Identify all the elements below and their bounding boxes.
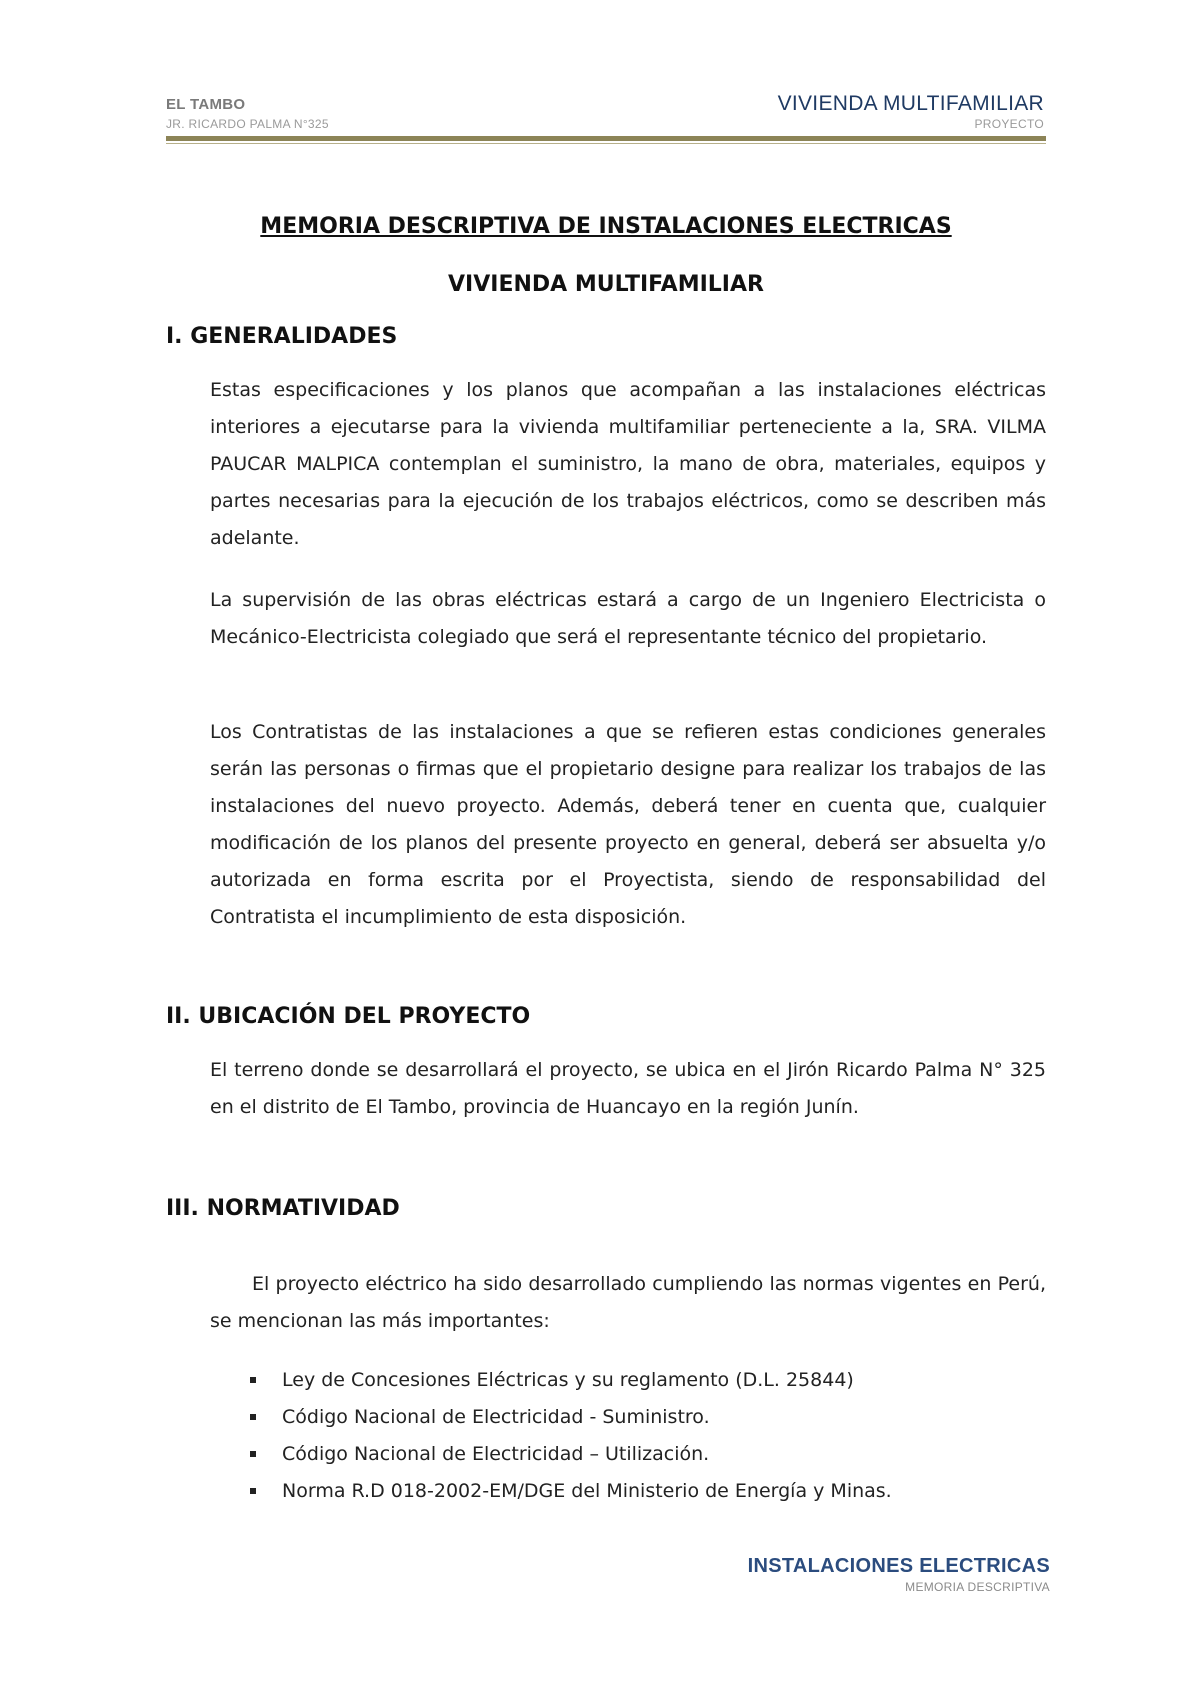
list-item (250, 1399, 892, 1436)
list-item (250, 1473, 892, 1510)
header-project-title: VIVIENDA MULTIFAMILIAR (777, 92, 1044, 115)
header-divider (166, 136, 1046, 141)
section-heading-generalidades: I. GENERALIDADES (166, 324, 398, 349)
paragraph-ubicacion: El terreno donde se desarrollará el proyecto, se ubica en el Jirón Ricardo Palma N° 325 en el distrito de El Tambo, provincia de Huancayo en la región Junín. (210, 1059, 1046, 1118)
header-project-label: PROYECTO (974, 117, 1044, 131)
section-heading-ubicacion: II. UBICACIÓN DEL PROYECTO (166, 1004, 531, 1029)
square-bullet-icon (250, 1414, 256, 1420)
list-item (250, 1436, 892, 1473)
paragraph-generalidades-3: Los Contratistas de las instalaciones a que se refieren estas condiciones generales serán las personas o firmas que el propietario designe para realizar los trabajos de las instalaciones del nuevo proyecto. Además, deberá tener en cuenta que, cualquier modificación de los planos del presente proyecto en general, deberá ser absuelta y/o autorizada en forma escrita por el Proyectista, siendo de responsabilidad del Contratista el incumplimiento de esta disposición. (210, 721, 1046, 928)
header-divider-thin (166, 143, 1046, 144)
header-location-title: EL TAMBO (166, 96, 246, 113)
normas-list (250, 1362, 892, 1510)
list-item-text: Norma R.D 018-2002-EM/DGE del Ministerio de Energía y Minas. (282, 1480, 892, 1502)
paragraph-normatividad: El proyecto eléctrico ha sido desarrollado cumpliendo las normas vigentes en Perú, se mencionan las más importantes: (210, 1273, 1046, 1332)
paragraph-generalidades-2: La supervisión de las obras eléctricas estará a cargo de un Ingeniero Electricista o Mecánico-Electricista colegiado que será el representante técnico del propietario. (210, 589, 1046, 648)
list-item-text: Ley de Concesiones Eléctricas y su reglamento (D.L. 25844) (282, 1369, 854, 1391)
square-bullet-icon (250, 1377, 256, 1383)
paragraph-generalidades-1: Estas especificaciones y los planos que acompañan a las instalaciones eléctricas interiores a ejecutarse para la vivienda multifamiliar perteneciente a la, SRA. VILMA PAUCAR MALPICA contemplan el suministro, la mano de obra, materiales, equipos y partes necesarias para la ejecución de los trabajos eléctricos, como se describen más adelante. (210, 379, 1046, 549)
square-bullet-icon (250, 1488, 256, 1494)
header-address: JR. RICARDO PALMA N°325 (166, 117, 329, 131)
list-item (250, 1362, 892, 1399)
document-title: MEMORIA DESCRIPTIVA DE INSTALACIONES ELECTRICAS (260, 214, 952, 239)
list-item-text: Código Nacional de Electricidad - Suministro. (282, 1406, 710, 1428)
list-item-text: Código Nacional de Electricidad – Utilización. (282, 1443, 710, 1465)
square-bullet-icon (250, 1451, 256, 1457)
document-subtitle: VIVIENDA MULTIFAMILIAR (448, 272, 764, 297)
footer-subtitle: MEMORIA DESCRIPTIVA (905, 1580, 1050, 1594)
section-heading-normatividad: III. NORMATIVIDAD (166, 1196, 400, 1221)
footer-title: INSTALACIONES ELECTRICAS (747, 1555, 1050, 1577)
